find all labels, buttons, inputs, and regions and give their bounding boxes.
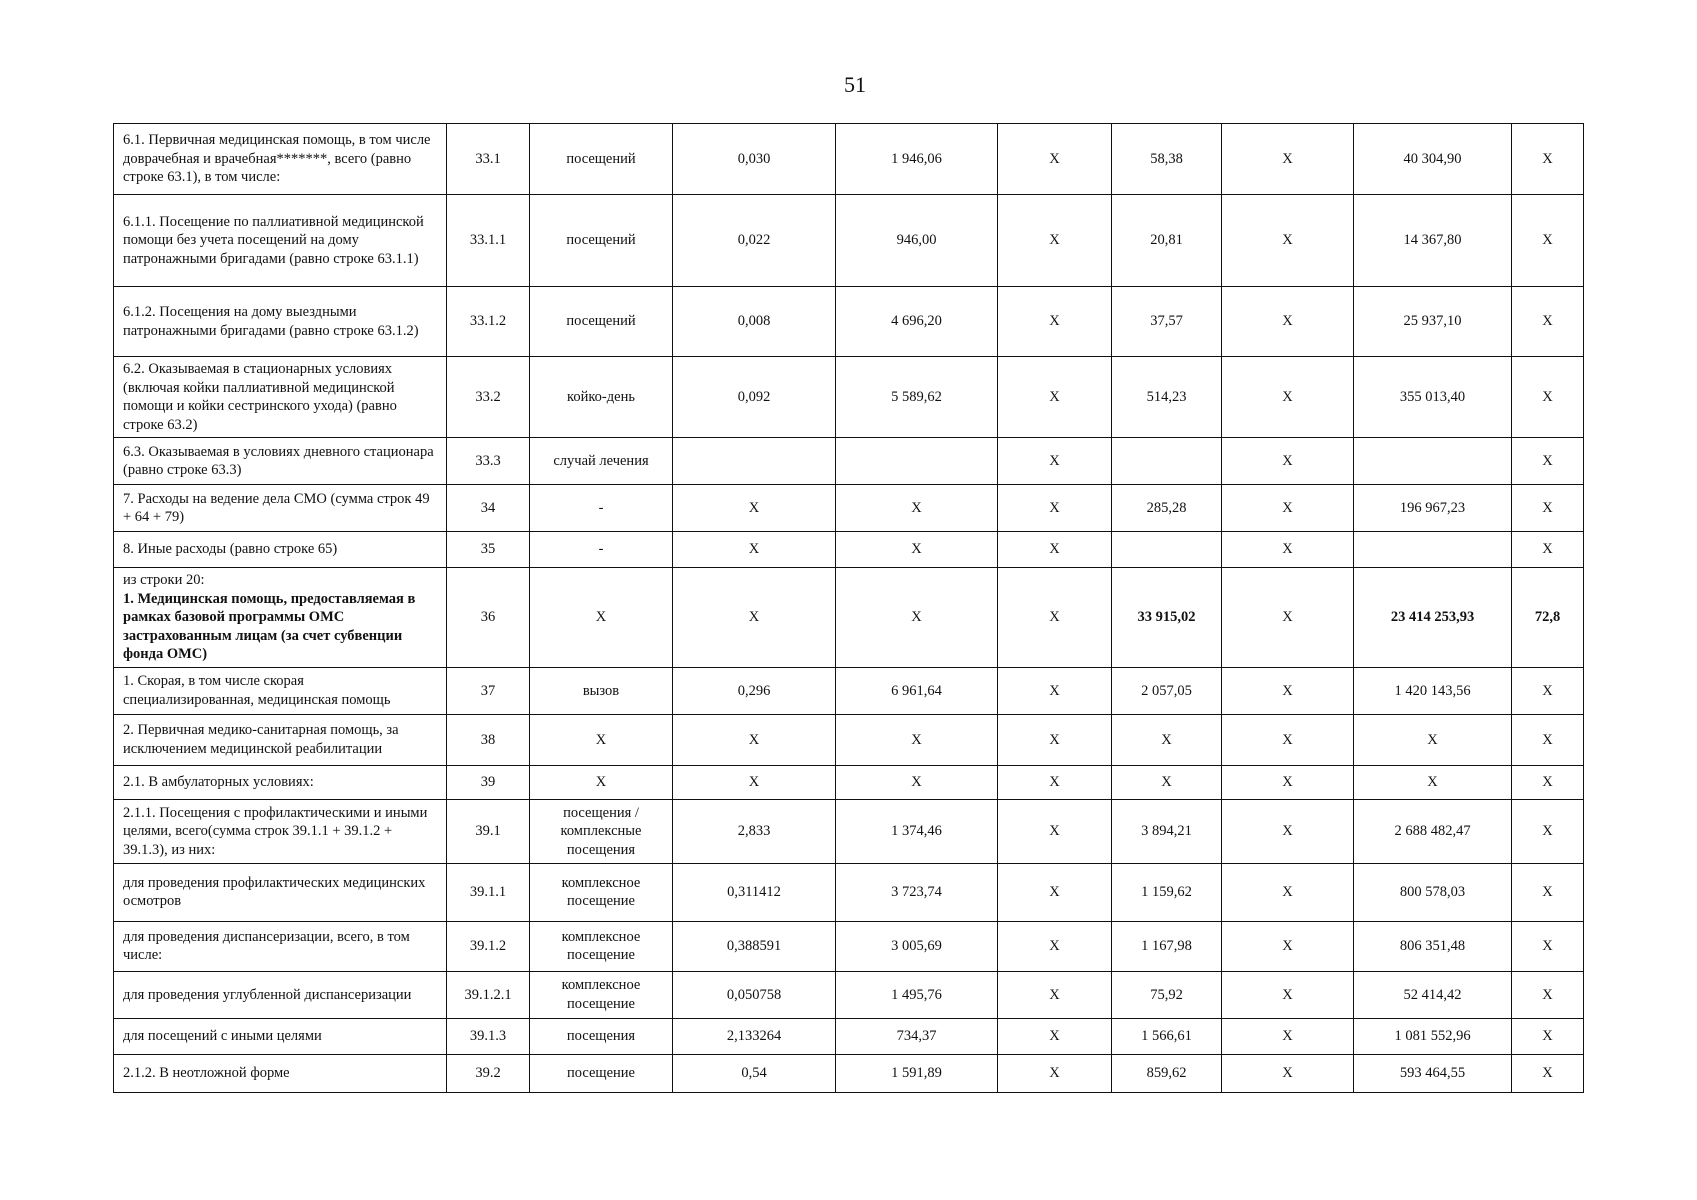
row-line-number: 39.1.2.1 [447,971,530,1018]
row-col-8: X [1222,863,1354,921]
row-unit: посещений [530,195,673,287]
row-line-number: 33.1.2 [447,287,530,357]
row-line-number: 37 [447,667,530,714]
row-col-7: 859,62 [1112,1054,1222,1092]
row-col-10: X [1512,357,1584,438]
row-name: для посещений с иными целями [114,1018,447,1054]
row-col-9: 355 013,40 [1354,357,1512,438]
row-col-7: 75,92 [1112,971,1222,1018]
row-col-6: X [998,438,1112,485]
row-col-6: X [998,799,1112,863]
table-row [114,195,1584,287]
row-col-6: X [998,287,1112,357]
row-col-7: 514,23 [1112,357,1222,438]
row-col-10: X [1512,765,1584,799]
row-col-9: X [1354,714,1512,765]
row-cost: 1 495,76 [836,971,998,1018]
row-line-number: 39.1.2 [447,921,530,971]
row-col-8: X [1222,357,1354,438]
row-col-6: X [998,667,1112,714]
row-name: 6.2. Оказываемая в стационарных условиях (включая койки паллиативной медицинской помощи и койки сестринского ухода) (равно строке 63.2) [114,357,447,438]
table-row [114,357,1584,438]
row-unit: комплексное посещение [530,921,673,971]
row-col-6: X [998,921,1112,971]
row-col-7: X [1112,765,1222,799]
row-col-10: X [1512,485,1584,532]
row-col-8: X [1222,568,1354,668]
row-col-10: X [1512,799,1584,863]
row-volume: X [673,568,836,668]
row-col-8: X [1222,485,1354,532]
row-col-9: 40 304,90 [1354,124,1512,195]
row-volume: 0,388591 [673,921,836,971]
table-row [114,1018,1584,1054]
row-col-8: X [1222,765,1354,799]
row-col-6: X [998,765,1112,799]
row-cost: X [836,765,998,799]
row-col-9: 25 937,10 [1354,287,1512,357]
table-row [114,921,1584,971]
row-unit: X [530,568,673,668]
row-cost: X [836,532,998,568]
row-col-10: X [1512,1018,1584,1054]
row-name-bold: 1. Медицинская помощь, предоставляемая в рамках базовой программы ОМС застрахованным лицам (за счет субвенции фонда ОМС) [123,590,416,663]
row-name: 6.1.2. Посещения на дому выездными патронажными бригадами (равно строке 63.1.2) [114,287,447,357]
row-cost: X [836,568,998,668]
row-unit: вызов [530,667,673,714]
row-col-7 [1112,438,1222,485]
row-col-9: 14 367,80 [1354,195,1512,287]
row-line-number: 33.1.1 [447,195,530,287]
row-name: 6.3. Оказываемая в условиях дневного стационара (равно строке 63.3) [114,438,447,485]
row-col-10: X [1512,667,1584,714]
row-col-10: X [1512,124,1584,195]
table-row [114,438,1584,485]
row-col-9: X [1354,765,1512,799]
row-line-number: 39 [447,765,530,799]
row-col-6: X [998,124,1112,195]
row-cost: 4 696,20 [836,287,998,357]
row-volume: 0,022 [673,195,836,287]
row-col-8: X [1222,1018,1354,1054]
row-volume: 2,833 [673,799,836,863]
row-line-number: 34 [447,485,530,532]
row-cost: 1 591,89 [836,1054,998,1092]
table-row [114,714,1584,765]
row-name: 6.1. Первичная медицинская помощь, в том числе доврачебная и врачебная*******, всего (равно строке 63.1), в том числе: [114,124,447,195]
row-col-6: X [998,714,1112,765]
row-volume: X [673,765,836,799]
row-volume: X [673,485,836,532]
row-cost: 1 374,46 [836,799,998,863]
row-name: для проведения диспансеризации, всего, в том числе: [114,921,447,971]
row-col-10: X [1512,863,1584,921]
row-col-7 [1112,532,1222,568]
row-col-8: X [1222,438,1354,485]
row-col-7: 1 167,98 [1112,921,1222,971]
row-volume: 0,296 [673,667,836,714]
table-row [114,765,1584,799]
row-col-8: X [1222,1054,1354,1092]
row-unit: посещения [530,1018,673,1054]
row-col-6: X [998,1054,1112,1092]
row-name: 2.1.2. В неотложной форме [114,1054,447,1092]
row-col-8: X [1222,195,1354,287]
row-col-7: 1 566,61 [1112,1018,1222,1054]
row-unit: - [530,485,673,532]
row-line-number: 39.1 [447,799,530,863]
row-col-7: 2 057,05 [1112,667,1222,714]
table-row [114,799,1584,863]
row-unit: X [530,765,673,799]
row-col-9: 1 081 552,96 [1354,1018,1512,1054]
row-name: 1. Скорая, в том числе скорая специализированная, медицинская помощь [114,667,447,714]
row-volume: 0,311412 [673,863,836,921]
row-col-8: X [1222,799,1354,863]
row-line-number: 38 [447,714,530,765]
row-volume: 0,092 [673,357,836,438]
row-volume: X [673,532,836,568]
row-name: для проведения углубленной диспансеризации [114,971,447,1018]
row-unit: случай лечения [530,438,673,485]
table-row [114,485,1584,532]
row-unit: X [530,714,673,765]
row-line-number: 33.1 [447,124,530,195]
row-cost [836,438,998,485]
row-volume: 0,030 [673,124,836,195]
row-col-6: X [998,1018,1112,1054]
row-cost: 3 723,74 [836,863,998,921]
row-col-8: X [1222,921,1354,971]
row-col-6: X [998,195,1112,287]
row-col-7: 33 915,02 [1112,568,1222,668]
row-unit: посещений [530,124,673,195]
row-cost: 5 589,62 [836,357,998,438]
row-line-number: 33.2 [447,357,530,438]
row-volume: 0,008 [673,287,836,357]
row-cost: X [836,714,998,765]
row-unit: посещения / комплексные посещения [530,799,673,863]
row-col-7: 37,57 [1112,287,1222,357]
table-row [114,667,1584,714]
row-col-9 [1354,438,1512,485]
row-col-7: 1 159,62 [1112,863,1222,921]
row-cost: 6 961,64 [836,667,998,714]
row-col-10: X [1512,438,1584,485]
row-unit: койко-день [530,357,673,438]
table-row [114,1054,1584,1092]
row-col-10: X [1512,195,1584,287]
row-unit: посещений [530,287,673,357]
row-volume: X [673,714,836,765]
row-name: 2.1.1. Посещения с профилактическими и иными целями, всего(сумма строк 39.1.1 + 39.1.2 + 39.1.3), из них: [114,799,447,863]
row-col-6: X [998,532,1112,568]
row-volume: 0,050758 [673,971,836,1018]
row-line-number: 36 [447,568,530,668]
row-cost: X [836,485,998,532]
row-col-9: 2 688 482,47 [1354,799,1512,863]
row-col-10: X [1512,1054,1584,1092]
row-col-10: X [1512,287,1584,357]
row-col-9 [1354,532,1512,568]
row-col-9: 806 351,48 [1354,921,1512,971]
row-unit: посещение [530,1054,673,1092]
row-name-prefix: из строки 20: [123,572,205,589]
row-col-7: 285,28 [1112,485,1222,532]
row-cost: 734,37 [836,1018,998,1054]
row-cost: 1 946,06 [836,124,998,195]
page-number: 51 [844,72,866,97]
table-row [114,568,1584,668]
row-name: 2. Первичная медико-санитарная помощь, за исключением медицинской реабилитации [114,714,447,765]
row-col-6: X [998,863,1112,921]
table-row [114,863,1584,921]
row-col-7: X [1112,714,1222,765]
row-col-10: X [1512,971,1584,1018]
table-row [114,124,1584,195]
row-col-6: X [998,357,1112,438]
row-col-8: X [1222,124,1354,195]
row-col-7: 58,38 [1112,124,1222,195]
row-col-6: X [998,485,1112,532]
table-row [114,532,1584,568]
row-col-8: X [1222,287,1354,357]
row-col-9: 800 578,03 [1354,863,1512,921]
row-col-7: 3 894,21 [1112,799,1222,863]
row-line-number: 39.1.3 [447,1018,530,1054]
row-col-9: 593 464,55 [1354,1054,1512,1092]
row-col-9: 196 967,23 [1354,485,1512,532]
row-line-number: 39.2 [447,1054,530,1092]
row-col-10: X [1512,532,1584,568]
row-col-6: X [998,568,1112,668]
data-table [113,123,1584,1093]
row-unit: комплексное посещение [530,863,673,921]
row-col-10: X [1512,714,1584,765]
row-name: 6.1.1. Посещение по паллиативной медицинской помощи без учета посещений на дому патронажными бригадами (равно строке 63.1.1) [114,195,447,287]
row-col-8: X [1222,532,1354,568]
row-col-7: 20,81 [1112,195,1222,287]
row-volume [673,438,836,485]
row-col-9: 23 414 253,93 [1354,568,1512,668]
row-line-number: 33.3 [447,438,530,485]
row-col-9: 52 414,42 [1354,971,1512,1018]
row-col-10: 72,8 [1512,568,1584,668]
row-line-number: 35 [447,532,530,568]
row-cost: 946,00 [836,195,998,287]
row-volume: 2,133264 [673,1018,836,1054]
row-volume: 0,54 [673,1054,836,1092]
row-name: 8. Иные расходы (равно строке 65) [114,532,447,568]
row-name: для проведения профилактических медицинских осмотров [114,863,447,921]
row-col-6: X [998,971,1112,1018]
row-col-8: X [1222,714,1354,765]
table-row [114,287,1584,357]
row-unit: комплексное посещение [530,971,673,1018]
row-col-9: 1 420 143,56 [1354,667,1512,714]
row-name: 7. Расходы на ведение дела СМО (сумма строк 49 + 64 + 79) [114,485,447,532]
row-line-number: 39.1.1 [447,863,530,921]
row-col-10: X [1512,921,1584,971]
row-col-8: X [1222,667,1354,714]
table-row [114,971,1584,1018]
row-cost: 3 005,69 [836,921,998,971]
row-name [114,568,447,668]
row-name: 2.1. В амбулаторных условиях: [114,765,447,799]
row-unit: - [530,532,673,568]
row-col-8: X [1222,971,1354,1018]
